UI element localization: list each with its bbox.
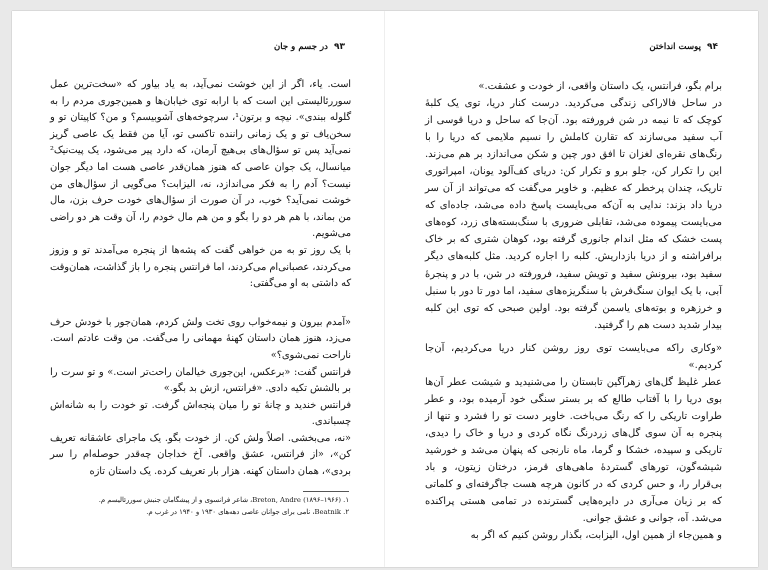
paragraph: «آمدم بیرون و نیمه‌خواب روی تخت ولش کردم، همان‌جور با خودش حرف می‌زد، هنوز همان داستان کهنهٔ مهمانی را می‌گفت. من وقت عادتم است. ناراحت نمی‌شوی؟» xyxy=(50,316,351,361)
running-title: در جسم و جان xyxy=(273,42,328,52)
footnotes xyxy=(50,495,349,518)
running-title: پوست انداختن xyxy=(649,42,701,52)
page-body xyxy=(425,78,722,544)
footnote: ۲. Beatnik، نامی برای جوانان عاصی دهه‌های ۱۹۳۰ و ۱۹۴۰ در غرب م. xyxy=(146,507,349,516)
paragraph: فرانتس خندید و چانهٔ تو را میان پنجه‌اش گرفت. تو خودت را به شانه‌اش چسباندی. xyxy=(50,399,351,428)
page-header xyxy=(425,40,718,54)
left-page xyxy=(12,11,385,567)
paragraph: است. یاء، اگر از این خوشت نمی‌آید، به یاد بیاور که «سخت‌ترین عمل سوررئالیستی این است که با ارابه توی خیابان‌ها و همین‌جوری مردم را به گلوله ببندی». نیچه و برتون¹، سرچوخه‌های آشوبیسم؟ و من؟ کاپیتان تو و سخن‌یاف تو و یک زمانی راننده تاکسی تو، آیا من فقط یک عاصی گریز نمی‌آید پس تو سؤال‌های بی‌هیچ آرمان، که دارد پیر می‌شود، یک پیت‌نیک² میانسال، یک جوان عاصی که هنوز همان‌قدر عاصی هست اما دیگر جوان نیست؟ آدم را به فکر می‌اندازد، نه، الیزابت؟ می‌گویی از سؤال‌های من خوشت نمی‌آید؟ خوب، در آن صورت از سؤال‌های خودت حرف بزن، مال من بماند، با هم هر دو را بگو و من هم مال خودم را، آن وقت هر دو راضی می‌شویم. xyxy=(50,79,351,240)
footnote-divider xyxy=(303,491,349,492)
paragraph: فرانتس گفت: «برعکس، این‌جوری خیالمان راحت‌تر است.» و تو سرت را بر بالشش تکیه دادی. «فرانتس، ازش بد بگو.» xyxy=(50,366,351,395)
page-body xyxy=(50,77,351,481)
paragraph: و همین‌جاء از همین اول، الیزابت، بگذار روشن کنیم که اگر به xyxy=(470,530,722,542)
page-number: ۹۴ xyxy=(707,42,718,52)
footnote: ۱. Breton, Andre (۱۸۹۶–۱۹۶۶)، شاعر فرانسوی و از پیشگامان جنبش سوررئالیسم م. xyxy=(98,496,349,504)
page-number: ۹۳ xyxy=(334,42,345,52)
page-header xyxy=(52,40,345,54)
paragraph: «وکاری راکه می‌بایست توی روز روشن کنار دریا می‌کردیم، آن‌جا کردیم.» xyxy=(425,342,722,371)
paragraph: با یک روز تو به من خواهی گفت که پشه‌ها از پنجره می‌آمدند تو و وزوز می‌کردند، عصبانی‌ام می‌کردند، اما فرانتس پنجره را باز گذاشت، همان‌وقت که داشتی به او می‌گفتی: xyxy=(50,244,351,290)
paragraph: در ساحل فالاراکی زندگی می‌کردید. درست کنار دریا، توی یک کلبهٔ کوچک که تا نیمه در شن فرورفته بود. آن‌جا که ساحل و دریا قوسی از آب سفید می‌سازند که تقارن کاملش را نسیم ملایمی که دریا را با رنگ‌های نقره‌ای لغزان تا افق دور چین و شکن می‌اندازد بر هم می‌زند. این را تکرار کن، جلو برو و تکرار کن: دریای کف‌آلود یونان، امپراتوری تاریک، چندان پرخطر که عظیم. و خاویر می‌گفت که می‌تواند از آن سر دریا داد بزند: ندایی به آن‌که می‌بایست پاسخ داده می‌شد، جاده‌ای که می‌بایست پیموده می‌شد، تقابلی ضروری با سنگ‌بسته‌های زرد، کوه‌های پست خشک که مثل اندام جانوری گرفته بود، کوهان شتری که بر خاک برافراشته و از دریا بازداریش. کلبه را اجاره کردید. مثل کلبه‌های دیگر سفید بود، بیرونش سفید و تویش سفید، فرورفته در شن، با در و پنجرهٔ آبی، با یک ایوان سنگ‌فرش با سنگریزه‌های سفید، اما دور تا دور با سنبل و خرزهره و بوته‌های یاسمن گرفته بود. اولین صبحی که توی این کلبه بیدار شدید دست هم را گرفتید. xyxy=(425,98,722,331)
paragraph: عطر غلیظ گل‌های زهرآگین تابستان را می‌شنیدید و شیشت عطر آن‌ها بوی دریا را با آفتاب طالع که بر بستر سنگی خود آرمیده بود، و عطر طراوت تاریکی را که رنگ می‌باخت. خاویر دست تو را فشرد و تنها از پنجره به آن سوی گل‌های زردرنگ نگاه کردی و دریا و خاک را دیدی، تاریکی و سپیده، خشکا و گرما، ماه نارنجی که پنهان می‌شد و خورشید شیشه‌گون، تورهای گستردهٔ ماهی‌های قرمز، درختان زیتون، و باد بی‌قرار را، و حس کردی که در کانون هرچه هست جاگرفته‌ای و کلماتی که بر زبان می‌آری در دایره‌هایی گسترنده در تمامی هستی پراکنده می‌شد. آه، جوانی و عشق جوانی. xyxy=(425,376,722,525)
paragraph: برام بگو، فرانتس، یک داستان واقعی، از خودت و عشقت.» xyxy=(478,81,722,92)
paragraph: «نه، می‌بخشی. اصلاً ولش کن. از خودت بگو. یک ماجرای عاشقانه تعریف کن»، «از فرانتس، عشق واقعی. آخ خداجان چه‌قدر حوصله‌ام را سر بردی»، همان داستان کهنه. هزار بار تعریف کرده. یک داستان تازه xyxy=(50,432,351,478)
right-page xyxy=(385,11,758,567)
